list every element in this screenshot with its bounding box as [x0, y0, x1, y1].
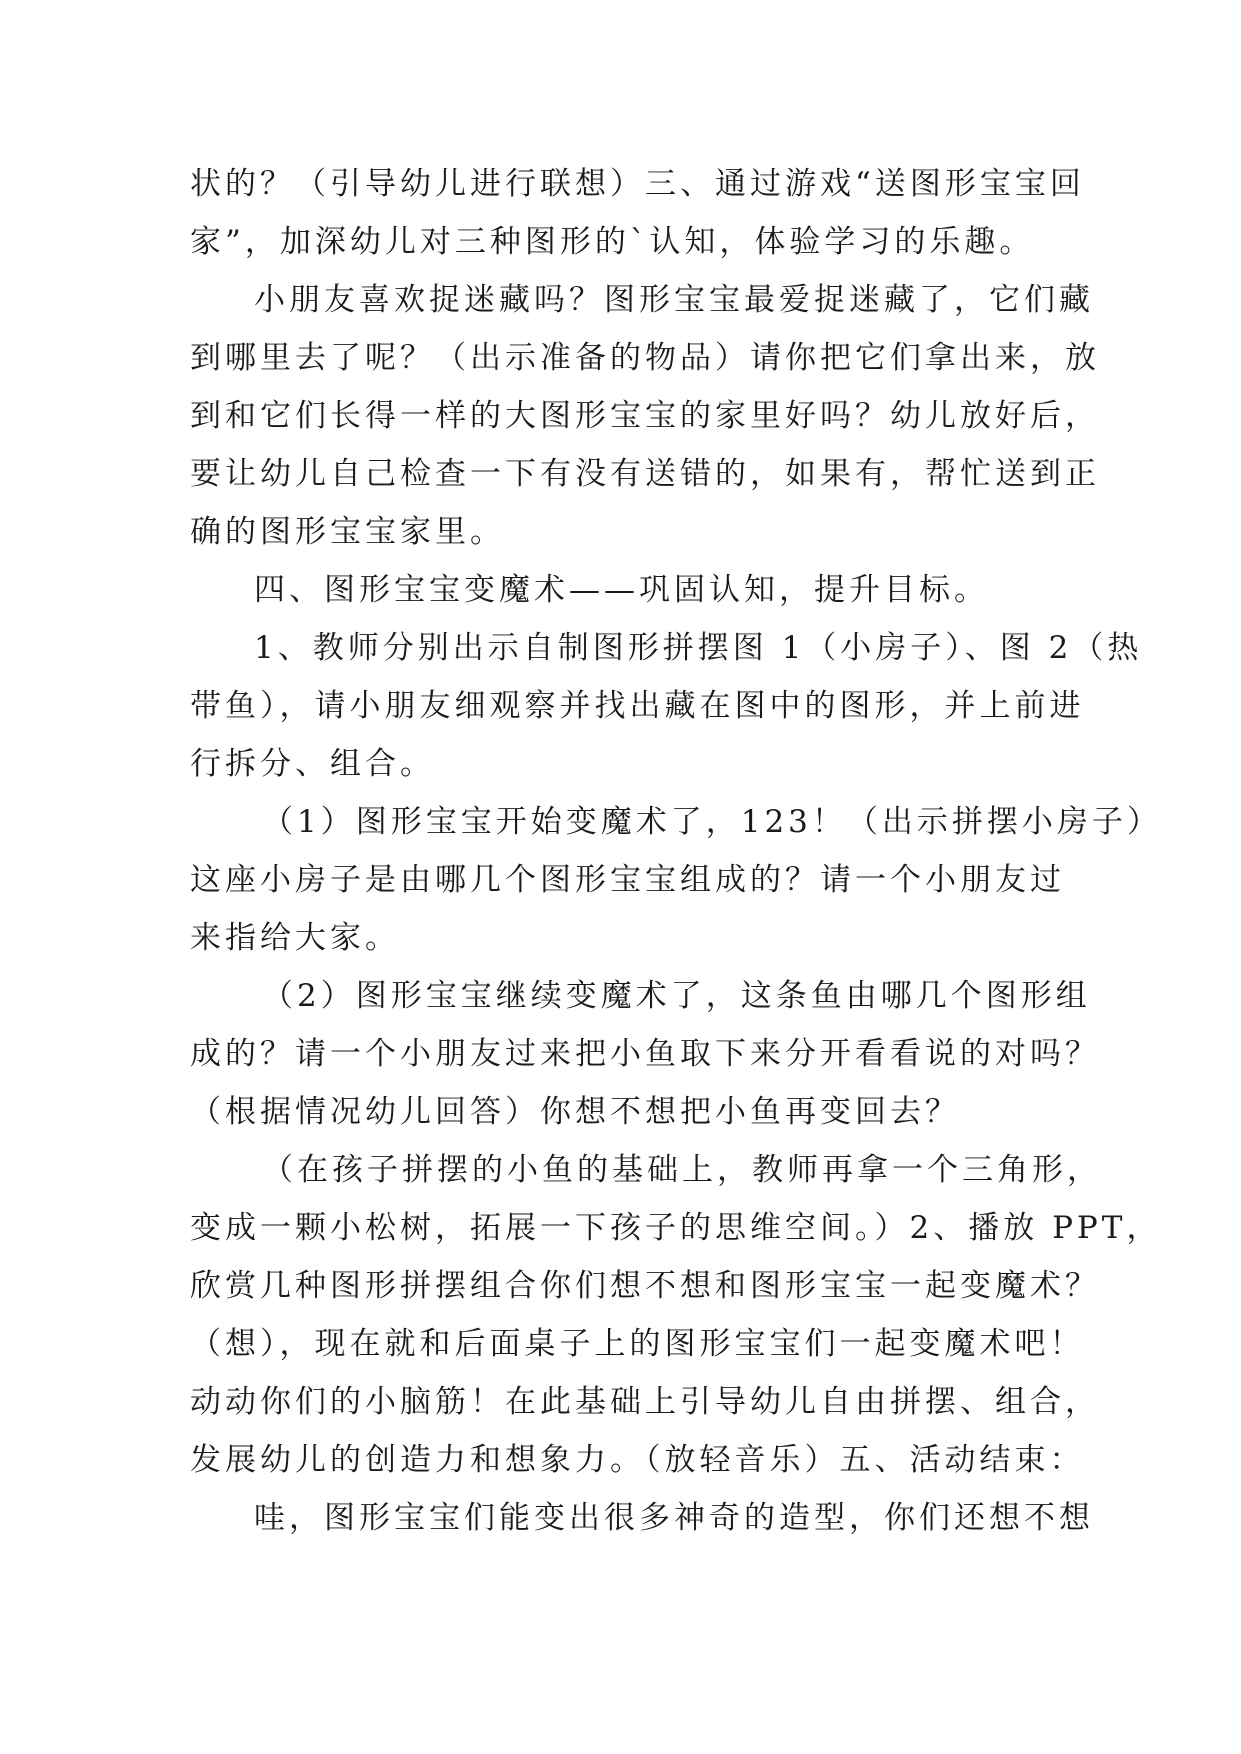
text-line: 动动你们的小脑筋！在此基础上引导幼儿自由拼摆、组合， — [190, 1384, 1100, 1420]
section-heading: 四、图形宝宝变魔术——巩固认知，提升目标。 — [254, 572, 989, 608]
text-line: （想），现在就和后面桌子上的图形宝宝们一起变魔术吧！ — [190, 1326, 1085, 1362]
text-line: 成的？请一个小朋友过来把小鱼取下来分开看看说的对吗？ — [190, 1036, 1100, 1072]
text-line: 欣赏几种图形拼摆组合你们想不想和图形宝宝一起变魔术？ — [190, 1268, 1100, 1304]
text-line: 哇，图形宝宝们能变出很多神奇的造型，你们还想不想 — [254, 1500, 1094, 1536]
text-line: 到和它们长得一样的大图形宝宝的家里好吗？幼儿放好后， — [190, 398, 1100, 434]
text-line: 到哪里去了呢？（出示准备的物品）请你把它们拿出来，放 — [190, 340, 1100, 376]
text-line: 小朋友喜欢捉迷藏吗？图形宝宝最爱捉迷藏了，它们藏 — [254, 282, 1094, 318]
text-line: 确的图形宝宝家里。 — [190, 514, 505, 550]
text-line: 1、教师分别出示自制图形拼摆图 1（小房子）、图 2（热 — [254, 630, 1143, 666]
text-line: 要让幼儿自己检查一下有没有送错的，如果有，帮忙送到正 — [190, 456, 1100, 492]
text-line: 这座小房子是由哪几个图形宝宝组成的？请一个小朋友过 — [190, 862, 1065, 898]
text-line: 来指给大家。 — [190, 920, 400, 956]
text-line: （1）图形宝宝开始变魔术了，123！（出示拼摆小房子） — [262, 804, 1162, 840]
text-line: 家”，加深幼儿对三种图形的`认知，体验学习的乐趣。 — [190, 224, 1035, 260]
text-line: 行拆分、组合。 — [190, 746, 435, 782]
text-line: （2）图形宝宝继续变魔术了，这条鱼由哪几个图形组 — [262, 978, 1091, 1014]
text-line: 带鱼），请小朋友细观察并找出藏在图中的图形，并上前进 — [190, 688, 1085, 724]
text-line: 状的？（引导幼儿进行联想）三、通过游戏“送图形宝宝回 — [190, 166, 1085, 202]
text-line: 发展幼儿的创造力和想象力。（放轻音乐）五、活动结束： — [190, 1442, 1085, 1478]
text-line: （在孩子拼摆的小鱼的基础上，教师再拿一个三角形， — [262, 1152, 1102, 1188]
text-line: 变成一颗小松树，拓展一下孩子的思维空间。）2、播放 PPT， — [190, 1210, 1162, 1246]
text-line: （根据情况幼儿回答）你想不想把小鱼再变回去？ — [190, 1094, 960, 1130]
